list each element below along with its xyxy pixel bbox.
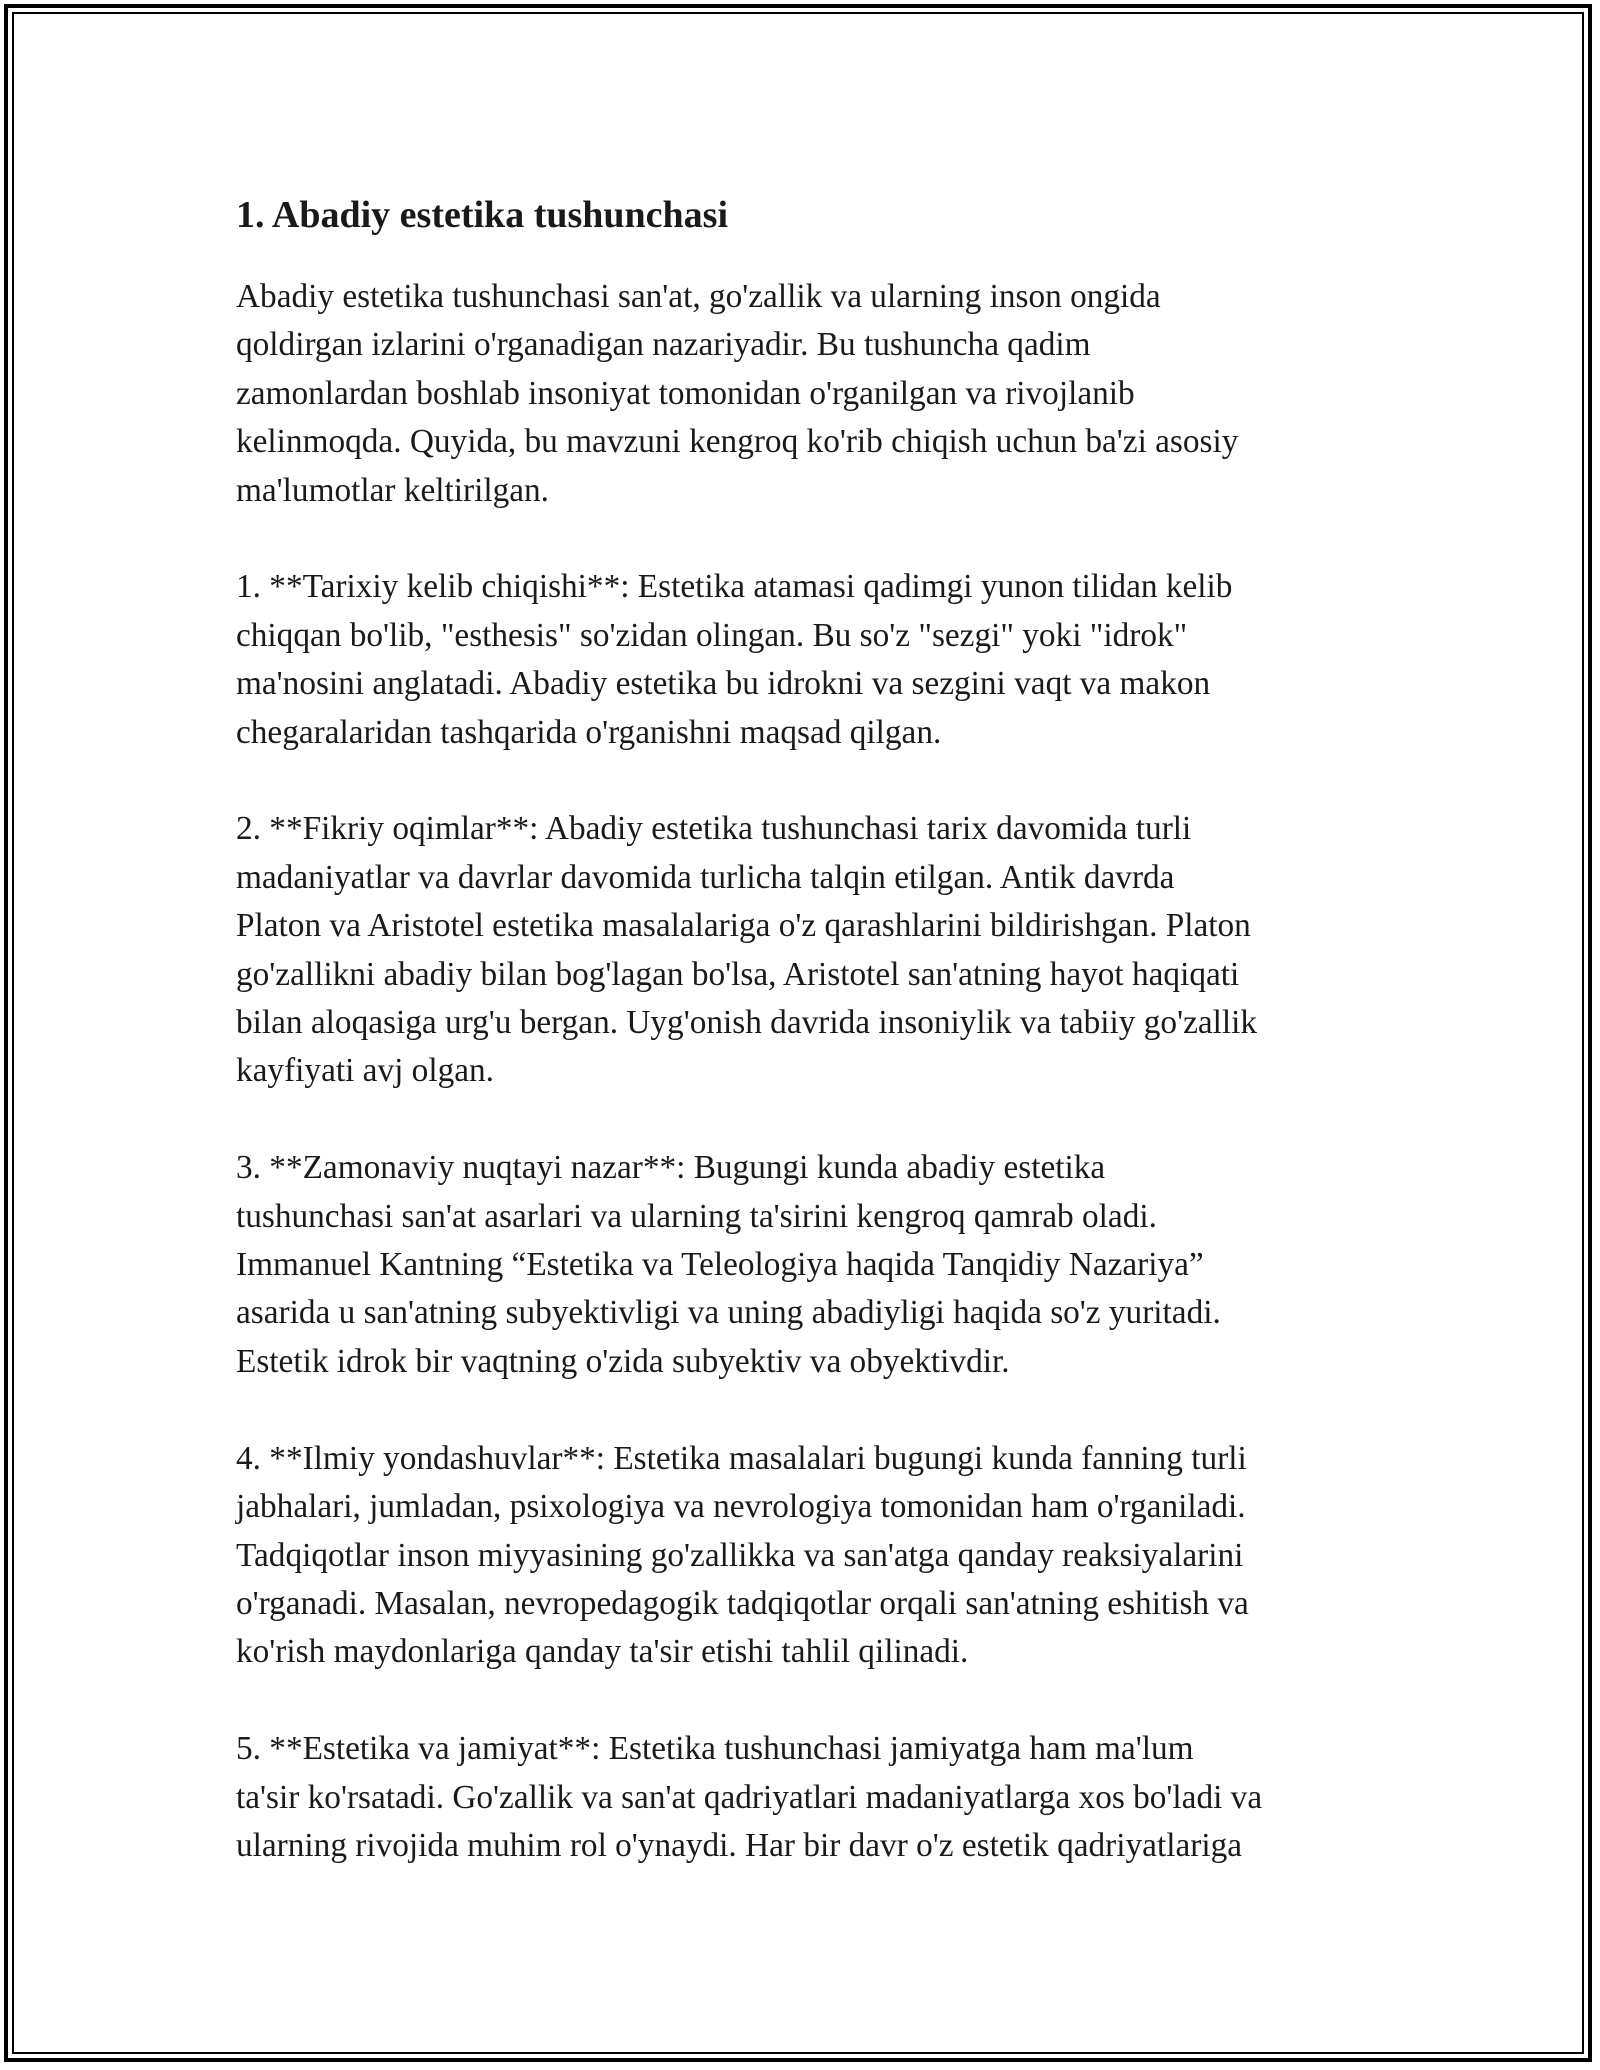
document-body xyxy=(236,185,1386,1919)
paragraph-modern-view: 3. **Zamonaviy nuqtayi nazar**: Bugungi kunda abadiy estetika tushunchasi san'at asarlari va ularning ta'sirini kengroq qamrab oladi. Immanuel Kantning “Estetika va Teleologiya haqida Tanqidiy Nazariya” asarida u san'atning subyektivligi va uning abadiyligi haqida so'z yuritadi. Estetik idrok bir vaqtning o'zida subyektiv va obyektivdir. xyxy=(236,1149,1221,1380)
paragraph-historical-origin: 1. **Tarixiy kelib chiqishi**: Estetika atamasi qadimgi yunon tilidan kelib chiqqan bo'lib, "esthesis" so'zidan olingan. Bu so'z "sezgi" yoki "idrok" ma'nosini anglatadi. Abadiy estetika bu idrokni va sezgini vaqt va makon chegaralaridan tashqarida o'rganishni maqsad qilgan. xyxy=(236,568,1233,751)
paragraph-scientific-approaches: 4. **Ilmiy yondashuvlar**: Estetika masalalari bugungi kunda fanning turli jabhalari, jumladan, psixologiya va nevrologiya tomonidan ham o'rganiladi. Tadqiqotlar inson miyyasining go'zallikka va san'atga qanday reaksiyalarini o'rganadi. Masalan, nevropedagogik tadqiqotlar orqali san'atning eshitish va ko'rish maydonlariga qanday ta'sir etishi tahlil qilinadi. xyxy=(236,1439,1249,1671)
paragraph-aesthetics-and-society: 5. **Estetika va jamiyat**: Estetika tushunchasi jamiyatga ham ma'lum ta'sir ko'rsatadi. Go'zallik va san'at qadriyatlari madaniyatlarga xos bo'ladi va ularning rivojida muhim rol o'ynaydi. Har bir davr o'z estetik qadriyatlariga xyxy=(236,1730,1263,1864)
intro-paragraph: Abadiy estetika tushunchasi san'at, go'zallik va ularning inson ongida qoldirgan izlarini o'rganadigan nazariyadir. Bu tushuncha qadim zamonlardan boshlab insoniyat tomonidan o'rganilgan va rivojlanib kelinmoqda. Quyida, bu mavzuni kengroq ko'rib chiqish uchun ba'zi asosiy ma'lumotlar keltirilgan. xyxy=(236,278,1239,509)
section-heading: 1. Abadiy estetika tushunchasi xyxy=(236,194,729,236)
paragraph-schools-of-thought: 2. **Fikriy oqimlar**: Abadiy estetika tushunchasi tarix davomida turli madaniyatlar va davrlar davomida turlicha talqin etilgan. Antik davrda Platon va Aristotel estetika masalalariga o'z qarashlarini bildirishgan. Platon go'zallikni abadiy bilan bog'lagan bo'lsa, Aristotel san'atning hayot haqiqati bilan aloqasiga urg'u bergan. Uyg'onish davrida insoniylik va tabiiy go'zallik kayfiyati avj olgan. xyxy=(236,810,1258,1090)
